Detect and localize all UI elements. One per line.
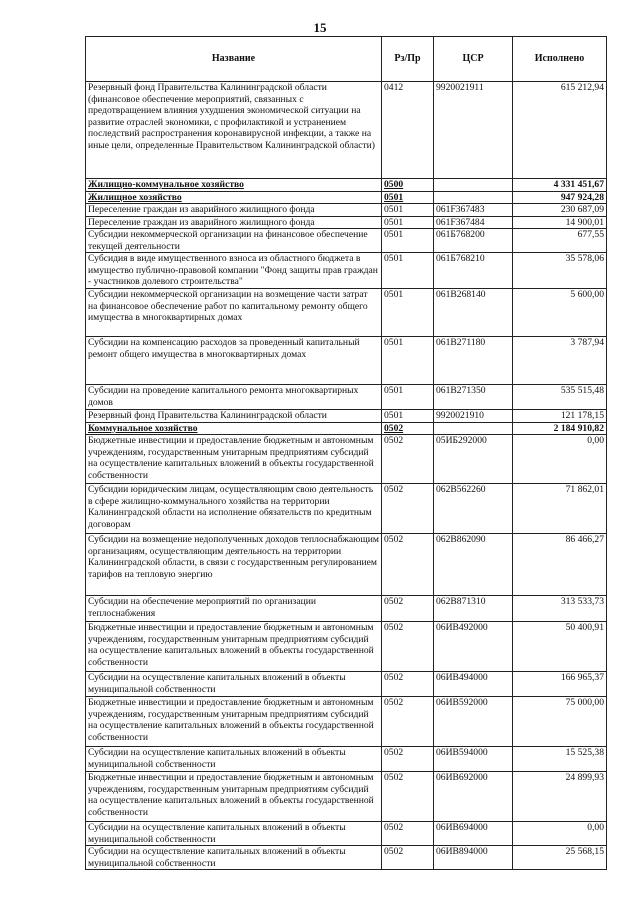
row-amount-cell: 14 900,01 (513, 216, 607, 229)
row-amount-cell: 5 600,00 (513, 289, 607, 337)
row-csr-cell: 06ИВ492000 (434, 622, 513, 672)
row-csr-cell: 06ИВ592000 (434, 697, 513, 747)
row-amount-cell: 3 787,94 (513, 337, 607, 385)
row-csr-cell: 06ИВ494000 (434, 672, 513, 697)
row-name-cell: Субсидии некоммерческой организации на финансовое обеспечение текущей деятельности (86, 229, 382, 253)
row-csr-cell: 062В862090 (434, 534, 513, 596)
row-amount-cell: 677,55 (513, 229, 607, 253)
table-row (86, 82, 607, 179)
row-code-cell: 0502 (382, 747, 434, 772)
row-csr-cell: 06ИВ594000 (434, 747, 513, 772)
row-csr-cell: 05ИБ292000 (434, 435, 513, 484)
row-amount-cell: 50 400,91 (513, 622, 607, 672)
row-name-cell: Бюджетные инвестиции и предоставление бюджетным и автономным учреждениям, государственным унитарным предприятиям субсидий на осуществление капитальных вложений в объекты государственной собственности (86, 772, 382, 822)
table-row (86, 385, 607, 410)
section-row (86, 191, 607, 204)
row-name-cell: Бюджетные инвестиции и предоставление бюджетным и автономным учреждениям, государственным унитарным предприятиям субсидий на осуществление капитальных вложений в объекты государственной собственности (86, 697, 382, 747)
row-csr-cell: 061В271180 (434, 337, 513, 385)
table-row (86, 596, 607, 622)
row-amount-cell: 2 184 910,82 (513, 422, 607, 435)
row-code-cell: 0502 (382, 622, 434, 672)
table-row (86, 822, 607, 846)
row-amount-cell: 947 924,28 (513, 191, 607, 204)
row-csr-cell: 061В268140 (434, 289, 513, 337)
row-code-cell: 0502 (382, 697, 434, 747)
row-name-cell: Субсидии на возмещение недополученных доходов теплоснабжающим организациям, осуществляющим деятельность на территории Калининградской области, в связи с государственным регулированием тарифов на тепловую энергию (86, 534, 382, 596)
row-code-cell: 0502 (382, 534, 434, 596)
row-amount-cell: 15 525,38 (513, 747, 607, 772)
row-amount-cell: 86 466,27 (513, 534, 607, 596)
row-name-cell: Бюджетные инвестиции и предоставление бюджетным и автономным учреждениям, государственным унитарным предприятиям субсидий на осуществление капитальных вложений в объекты государственной собственности (86, 622, 382, 672)
row-code-cell: 0501 (382, 229, 434, 253)
table-row (86, 229, 607, 253)
row-csr-cell (434, 422, 513, 435)
table-row (86, 672, 607, 697)
table-body (86, 82, 607, 870)
row-amount-cell: 0,00 (513, 435, 607, 484)
row-amount-cell: 4 331 451,67 (513, 179, 607, 192)
row-name-cell: Бюджетные инвестиции и предоставление бюджетным и автономным учреждениям, государственным унитарным предприятиям субсидий на осуществление капитальных вложений в объекты государственной собственности (86, 435, 382, 484)
table-row (86, 534, 607, 596)
row-amount-cell: 0,00 (513, 822, 607, 846)
row-code-cell: 0501 (382, 289, 434, 337)
row-csr-cell: 9920021910 (434, 410, 513, 423)
row-code-cell: 0501 (382, 191, 434, 204)
row-name-cell: Жилищное хозяйство (86, 191, 382, 204)
row-name-cell: Субсидии на осуществление капитальных вложений в объекты муниципальной собственности (86, 846, 382, 870)
row-code-cell: 0412 (382, 82, 434, 179)
row-csr-cell: 06ИВ694000 (434, 822, 513, 846)
row-name-cell: Субсидии на компенсацию расходов за проведенный капитальный ремонт общего имущества в многоквартирных домах (86, 337, 382, 385)
table-row (86, 253, 607, 289)
row-csr-cell: 061F367484 (434, 216, 513, 229)
table-row (86, 410, 607, 423)
row-name-cell: Переселение граждан из аварийного жилищного фонда (86, 204, 382, 217)
row-name-cell: Резервный фонд Правительства Калининградской области (финансовое обеспечение мероприятий, связанных с предотвращением влияния ухудшения экономической ситуации на развитие отраслей экономики, с профилактикой и устранением последствий распространения коронавирусной инфекции, а также на иные цели, определенные Правительством Калининградской области) (86, 82, 382, 179)
row-code-cell: 0502 (382, 435, 434, 484)
row-name-cell: Субсидии на проведение капитального ремонта многоквартирных домов (86, 385, 382, 410)
header-amount: Исполнено (513, 37, 607, 82)
table-row (86, 289, 607, 337)
row-code-cell: 0501 (382, 253, 434, 289)
section-row (86, 422, 607, 435)
row-code-cell: 0501 (382, 204, 434, 217)
row-csr-cell: 061F367483 (434, 204, 513, 217)
row-amount-cell: 24 899,93 (513, 772, 607, 822)
row-amount-cell: 166 965,37 (513, 672, 607, 697)
table-row (86, 204, 607, 217)
row-amount-cell: 230 687,09 (513, 204, 607, 217)
row-code-cell: 0501 (382, 385, 434, 410)
row-amount-cell: 313 533,73 (513, 596, 607, 622)
row-name-cell: Субсидия в виде имущественного взноса из областного бюджета в имущество публично-правовой компании "Фонд защиты прав граждан - участников долевого строительства" (86, 253, 382, 289)
table-row (86, 772, 607, 822)
row-amount-cell: 25 568,15 (513, 846, 607, 870)
table-row (86, 747, 607, 772)
row-amount-cell: 35 578,06 (513, 253, 607, 289)
row-name-cell: Резервный фонд Правительства Калининградской области (86, 410, 382, 423)
row-csr-cell: 06ИВ894000 (434, 846, 513, 870)
table-row (86, 846, 607, 870)
row-code-cell: 0502 (382, 422, 434, 435)
row-code-cell: 0501 (382, 410, 434, 423)
table-header-row (86, 37, 607, 82)
row-code-cell: 0502 (382, 846, 434, 870)
row-name-cell: Субсидии на обеспечение мероприятий по организации теплоснабжения (86, 596, 382, 622)
row-code-cell: 0500 (382, 179, 434, 192)
row-amount-cell: 121 178,15 (513, 410, 607, 423)
table-row (86, 216, 607, 229)
row-amount-cell: 535 515,48 (513, 385, 607, 410)
row-name-cell: Жилищно-коммунальное хозяйство (86, 179, 382, 192)
page-number: 15 (313, 20, 327, 35)
row-amount-cell: 71 862,01 (513, 484, 607, 534)
row-code-cell: 0501 (382, 216, 434, 229)
row-csr-cell: 062В562260 (434, 484, 513, 534)
table-row (86, 484, 607, 534)
row-name-cell: Субсидии на осуществление капитальных вложений в объекты муниципальной собственности (86, 822, 382, 846)
row-csr-cell: 061Б768200 (434, 229, 513, 253)
row-name-cell: Субсидии некоммерческой организации на возмещение части затрат на финансовое обеспечение работ по капитальному ремонту общего имущества в многоквартирных домах (86, 289, 382, 337)
header-csr: ЦСР (434, 37, 513, 82)
row-name-cell: Субсидии юридическим лицам, осуществляющим свою деятельность в сфере жилищно-коммунального хозяйства на территории Калининградской области на исполнение обязательств по кредитным договорам (86, 484, 382, 534)
row-code-cell: 0502 (382, 484, 434, 534)
row-code-cell: 0502 (382, 672, 434, 697)
section-row (86, 179, 607, 192)
table-row (86, 697, 607, 747)
row-csr-cell: 9920021911 (434, 82, 513, 179)
row-csr-cell: 062В871310 (434, 596, 513, 622)
row-name-cell: Субсидии на осуществление капитальных вложений в объекты муниципальной собственности (86, 672, 382, 697)
row-csr-cell: 06ИВ692000 (434, 772, 513, 822)
row-csr-cell: 061В271350 (434, 385, 513, 410)
table-row (86, 337, 607, 385)
row-amount-cell: 75 000,00 (513, 697, 607, 747)
row-name-cell: Переселение граждан из аварийного жилищного фонда (86, 216, 382, 229)
row-code-cell: 0502 (382, 822, 434, 846)
row-name-cell: Субсидии на осуществление капитальных вложений в объекты муниципальной собственности (86, 747, 382, 772)
row-csr-cell: 061Б768210 (434, 253, 513, 289)
header-code: Рз/Пр (382, 37, 434, 82)
row-amount-cell: 615 212,94 (513, 82, 607, 179)
table-row (86, 435, 607, 484)
header-name: Название (86, 37, 382, 82)
table-row (86, 622, 607, 672)
row-code-cell: 0502 (382, 596, 434, 622)
budget-execution-table (85, 36, 607, 870)
row-name-cell: Коммунальное хозяйство (86, 422, 382, 435)
row-code-cell: 0501 (382, 337, 434, 385)
row-csr-cell (434, 191, 513, 204)
row-csr-cell (434, 179, 513, 192)
row-code-cell: 0502 (382, 772, 434, 822)
